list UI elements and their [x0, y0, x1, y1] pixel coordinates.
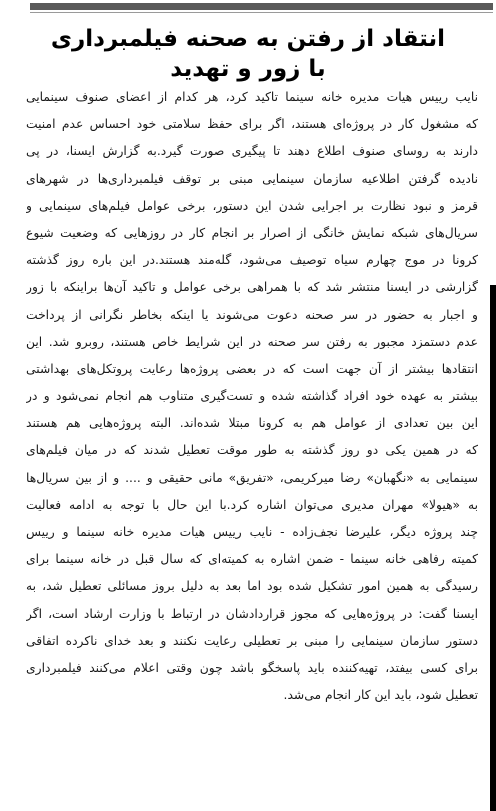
body-line: عدم دستمزد مجبور به رفتن سر صحنه در این شرایط خاص هستند، روبرو شد. این — [26, 334, 478, 349]
body-line: گزارشی در ایسنا منتشر شد که با همراهی برخی عوامل و تاکید آن‌ها براینکه با زور — [26, 280, 478, 295]
body-line: دستور سازمان سینمایی را مبنی بر تعطیلی رعایت نکنند و بعد خدای ناکرده اتفاقی — [26, 633, 478, 648]
headline-line-1: انتقاد از رفتن به صحنه فیلمبرداری — [50, 26, 446, 52]
body-line: و اجبار به حضور در سر صحنه دعوت می‌شوند یا اینکه بخاطر نگرانی از پرداخت — [26, 307, 478, 322]
body-line: به «هیولا» مهران مدیری می‌توان اشاره کرد.با این حال با توجه به ادامه فعالیت — [26, 497, 478, 512]
column-edge-rule — [490, 285, 496, 811]
article-headline — [40, 24, 456, 84]
body-line: نایب رییس هیات مدیره خانه سینما تاکید کرد، هر کدام از اعضای صنوف سینمایی — [26, 90, 478, 104]
body-line: که در همین یکی دو روز گذشته به طور موقت تعطیل شدند که در میان فیلم‌های — [26, 443, 478, 458]
body-line: نادیده گرفتن اطلاعیه سازمان سینمایی مبنی بر توقف فیلمبرداری‌ها در شهرهای — [26, 171, 478, 186]
body-line: که مشغول کار در پروژه‌ای هستند، اگر برای حفظ سلامتی خود احساس عدم امنیت — [26, 117, 478, 132]
body-line: این بین تعدادی از عوامل هم به کرونا مبتلا شده‌اند. البته پروژه‌هایی هم هستند — [26, 416, 478, 431]
body-line: چند پروژه دیگر، علیرضا نجف‌زاده - نایب رییس هیات مدیره خانه سینما و رییس — [26, 525, 478, 539]
body-line: کرونا در موج چهارم سیاه توصیف می‌شود، گله‌مند هستند.در این باره روز گذشته — [26, 253, 478, 268]
body-line: ایسنا گفت: در پروژه‌هایی که مجوز قراردادشان در ارتباط با وزارت ارشاد است، اگر — [26, 606, 478, 621]
body-line: کمیته رفاهی خانه سینما - ضمن اشاره به کمیته‌ای که سال قبل در خانه سینما برای — [26, 552, 478, 567]
body-line: قرمز و نبود نظارت بر اجرایی شدن این دستور، برخی عوامل فیلم‌های سینمایی و — [26, 198, 478, 213]
body-line: سریال‌های شبکه نمایش خانگی از اصرار بر انجام کار در روزهایی که وضعیت شیوع — [26, 225, 478, 240]
headline-line-2: با زور و تهدید — [170, 56, 326, 82]
body-line: تعطیل شود، باید این کار انجام می‌شد. — [283, 688, 478, 703]
body-line: برای کسی بیفتد، تهیه‌کننده باید پاسخگو باشد چون وقتی اعلام می‌کنند فیلمبرداری — [26, 660, 478, 675]
body-line: دارند به روسای صنوف اطلاع دهند تا پیگیری صورت گیرد.به گزارش ایسنا، در پی — [26, 144, 478, 159]
body-line: رسیدگی به همین امور تشکیل شده بود اما بعد به دلیل بروز مسائلی تعطیل شد، به — [26, 579, 478, 594]
body-line: سینمایی به «نگهبان» رضا میرکریمی، «تفریق» مانی حقیقی و .... و از بین سریال‌ها — [26, 470, 478, 485]
body-line: بیشتر به عهده خود افراد گذاشته شده و تست‌گیری متناوب هم انجام نمی‌شود و در — [26, 389, 478, 404]
article-body — [26, 84, 478, 709]
top-divider-thin-rule — [30, 12, 493, 13]
body-line: انتقادها بیشتر از آن جهت است که در بعضی پروژه‌ها رعایت پروتکل‌های بهداشتی — [26, 361, 478, 376]
top-divider-rule — [30, 3, 493, 10]
